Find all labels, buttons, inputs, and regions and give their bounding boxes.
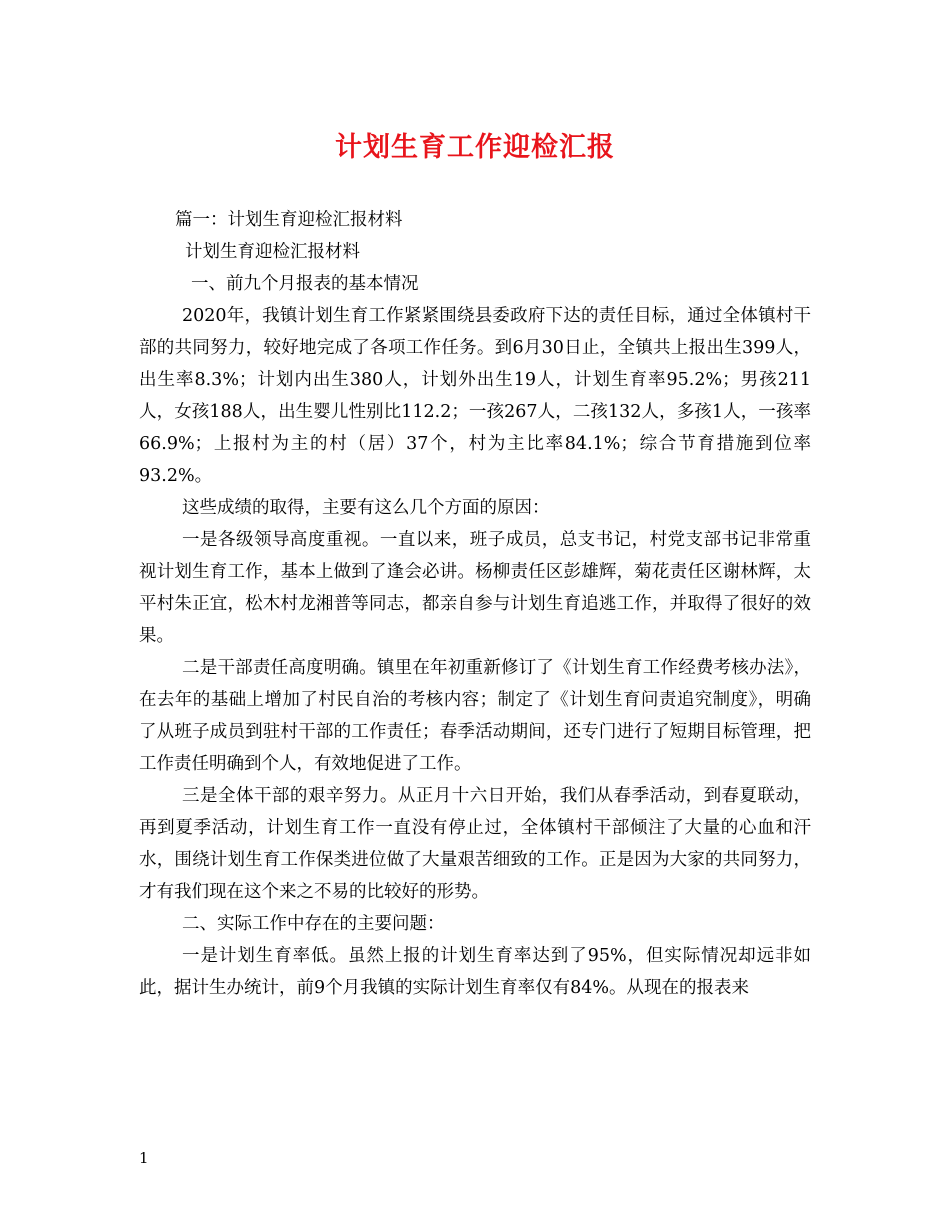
paragraph: 三是全体干部的艰辛努力。从正月十六日开始，我们从春季活动，到春夏联动，再到夏季活动，计划生育工作一直没有停止过，全体镇村干部倾注了大量的心血和汗水，围绕计划生育工作保类进位做了大量艰苦细致的工作。正是因为大家的共同努力，才有我们现在这个来之不易的比较好的形势。: [139, 786, 811, 902]
document-subtitle: 计划生育迎检汇报材料: [185, 242, 360, 262]
page-number: 1: [139, 1149, 149, 1167]
paragraph: 一是计划生育率低。虽然上报的计划生育率达到了95%，但实际情况却远非如此，据计生办统计，前9个月我镇的实际计划生育率仅有84%。从现在的报表来: [139, 946, 811, 998]
section-heading-1: 一、前九个月报表的基本情况: [191, 274, 419, 294]
paragraph: 二是干部责任高度明确。镇里在年初重新修订了《计划生育工作经费考核办法》，在去年的基础上增加了村民自治的考核内容；制定了《计划生育问责追究制度》，明确了从班子成员到驻村干部的工作责任；春季活动期间，还专门进行了短期目标管理，把工作责任明确到个人，有效地促进了工作。: [139, 658, 811, 774]
section-heading-2: 二、实际工作中存在的主要问题：: [182, 914, 445, 934]
paragraph: 这些成绩的取得，主要有这么几个方面的原因：: [182, 498, 550, 518]
document-title: 计划生育工作迎检汇报: [335, 132, 615, 163]
paragraph: 一是各级领导高度重视。一直以来，班子成员，总支书记，村党支部书记非常重视计划生育工作，基本上做到了逢会必讲。杨柳责任区彭雄辉，菊花责任区谢林辉，太平村朱正宜，松木村龙湘普等同志，都亲自参与计划生育追逃工作，并取得了很好的效果。: [139, 530, 811, 646]
paragraph: 2020年，我镇计划生育工作紧紧围绕县委政府下达的责任目标，通过全体镇村干部的共同努力，较好地完成了各项工作任务。到6月30日止，全镇共上报出生399人，出生率8.3%；计划内出生380人，计划外出生19人，计划生育率95.2%；男孩211人，女孩188人，出生婴儿性别比112.2；一孩267人，二孩132人，多孩1人，一孩率66.9%；上报村为主的村（居）37个，村为主比率84.1%；综合节育措施到位率93.2%。: [139, 306, 811, 486]
section-label: 篇一：计划生育迎检汇报材料: [175, 210, 403, 230]
document-body: [139, 204, 811, 1004]
